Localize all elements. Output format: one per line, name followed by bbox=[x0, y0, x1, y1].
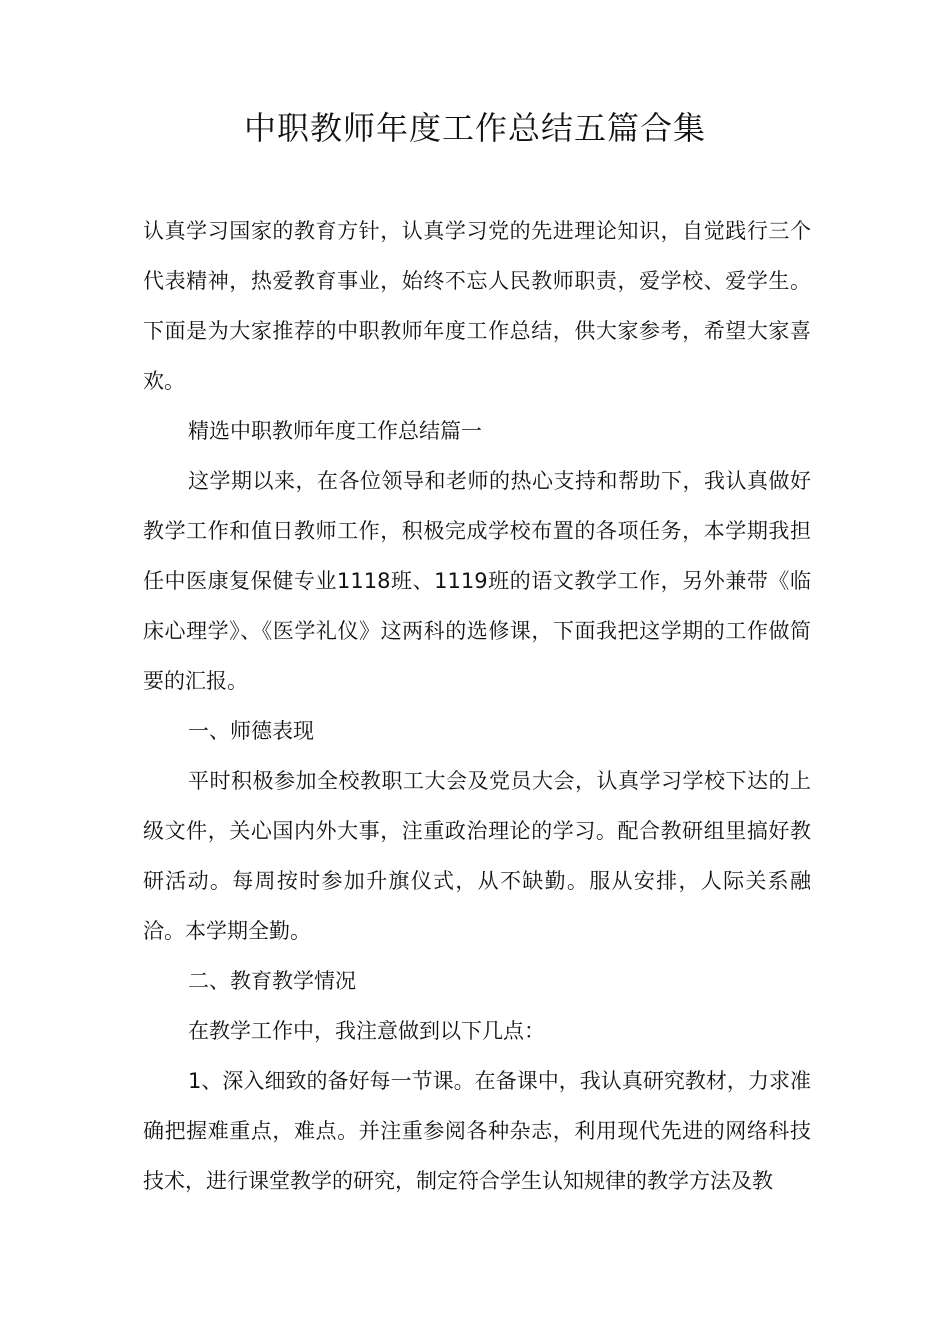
section-heading-teacher-ethics: 一、师德表现 bbox=[188, 719, 314, 743]
document-title: 中职教师年度工作总结五篇合集 bbox=[243, 109, 706, 147]
body-paragraph: 平时积极参加全校教职工大会及党员大会，认真学习学校下达的上级文件，关心国内外大事，注重政治理论的学习。配合教研组里搞好教研活动。每周按时参加升旗仪式，从不缺勤。服从安排，人际关系融洽。本学期全勤。 bbox=[143, 769, 811, 943]
section-heading-teaching: 二、教育教学情况 bbox=[188, 969, 356, 993]
section-heading-part-one: 精选中职教师年度工作总结篇一 bbox=[188, 419, 482, 443]
body-paragraph: 1、深入细致的备好每一节课。在备课中，我认真研究教材，力求准确把握难重点，难点。并注重参阅各种杂志，利用现代先进的网络科技技术，进行课堂教学的研究，制定符合学生认知规律的教学方法及教 bbox=[143, 1069, 811, 1193]
body-paragraph: 这学期以来，在各位领导和老师的热心支持和帮助下，我认真做好教学工作和值日教师工作，积极完成学校布置的各项任务，本学期我担任中医康复保健专业1118班、1119班的语文教学工作，另外兼带《临床心理学》、《医学礼仪》这两科的选修课，下面我把这学期的工作做简要的汇报。 bbox=[143, 469, 811, 693]
intro-paragraph: 认真学习国家的教育方针，认真学习党的先进理论知识，自觉践行三个代表精神，热爱教育事业，始终不忘人民教师职责，爱学校、爱学生。下面是为大家推荐的中职教师年度工作总结，供大家参考，希望大家喜欢。 bbox=[143, 219, 811, 393]
body-paragraph: 在教学工作中，我注意做到以下几点： bbox=[188, 1019, 545, 1043]
document-body bbox=[143, 206, 811, 1206]
